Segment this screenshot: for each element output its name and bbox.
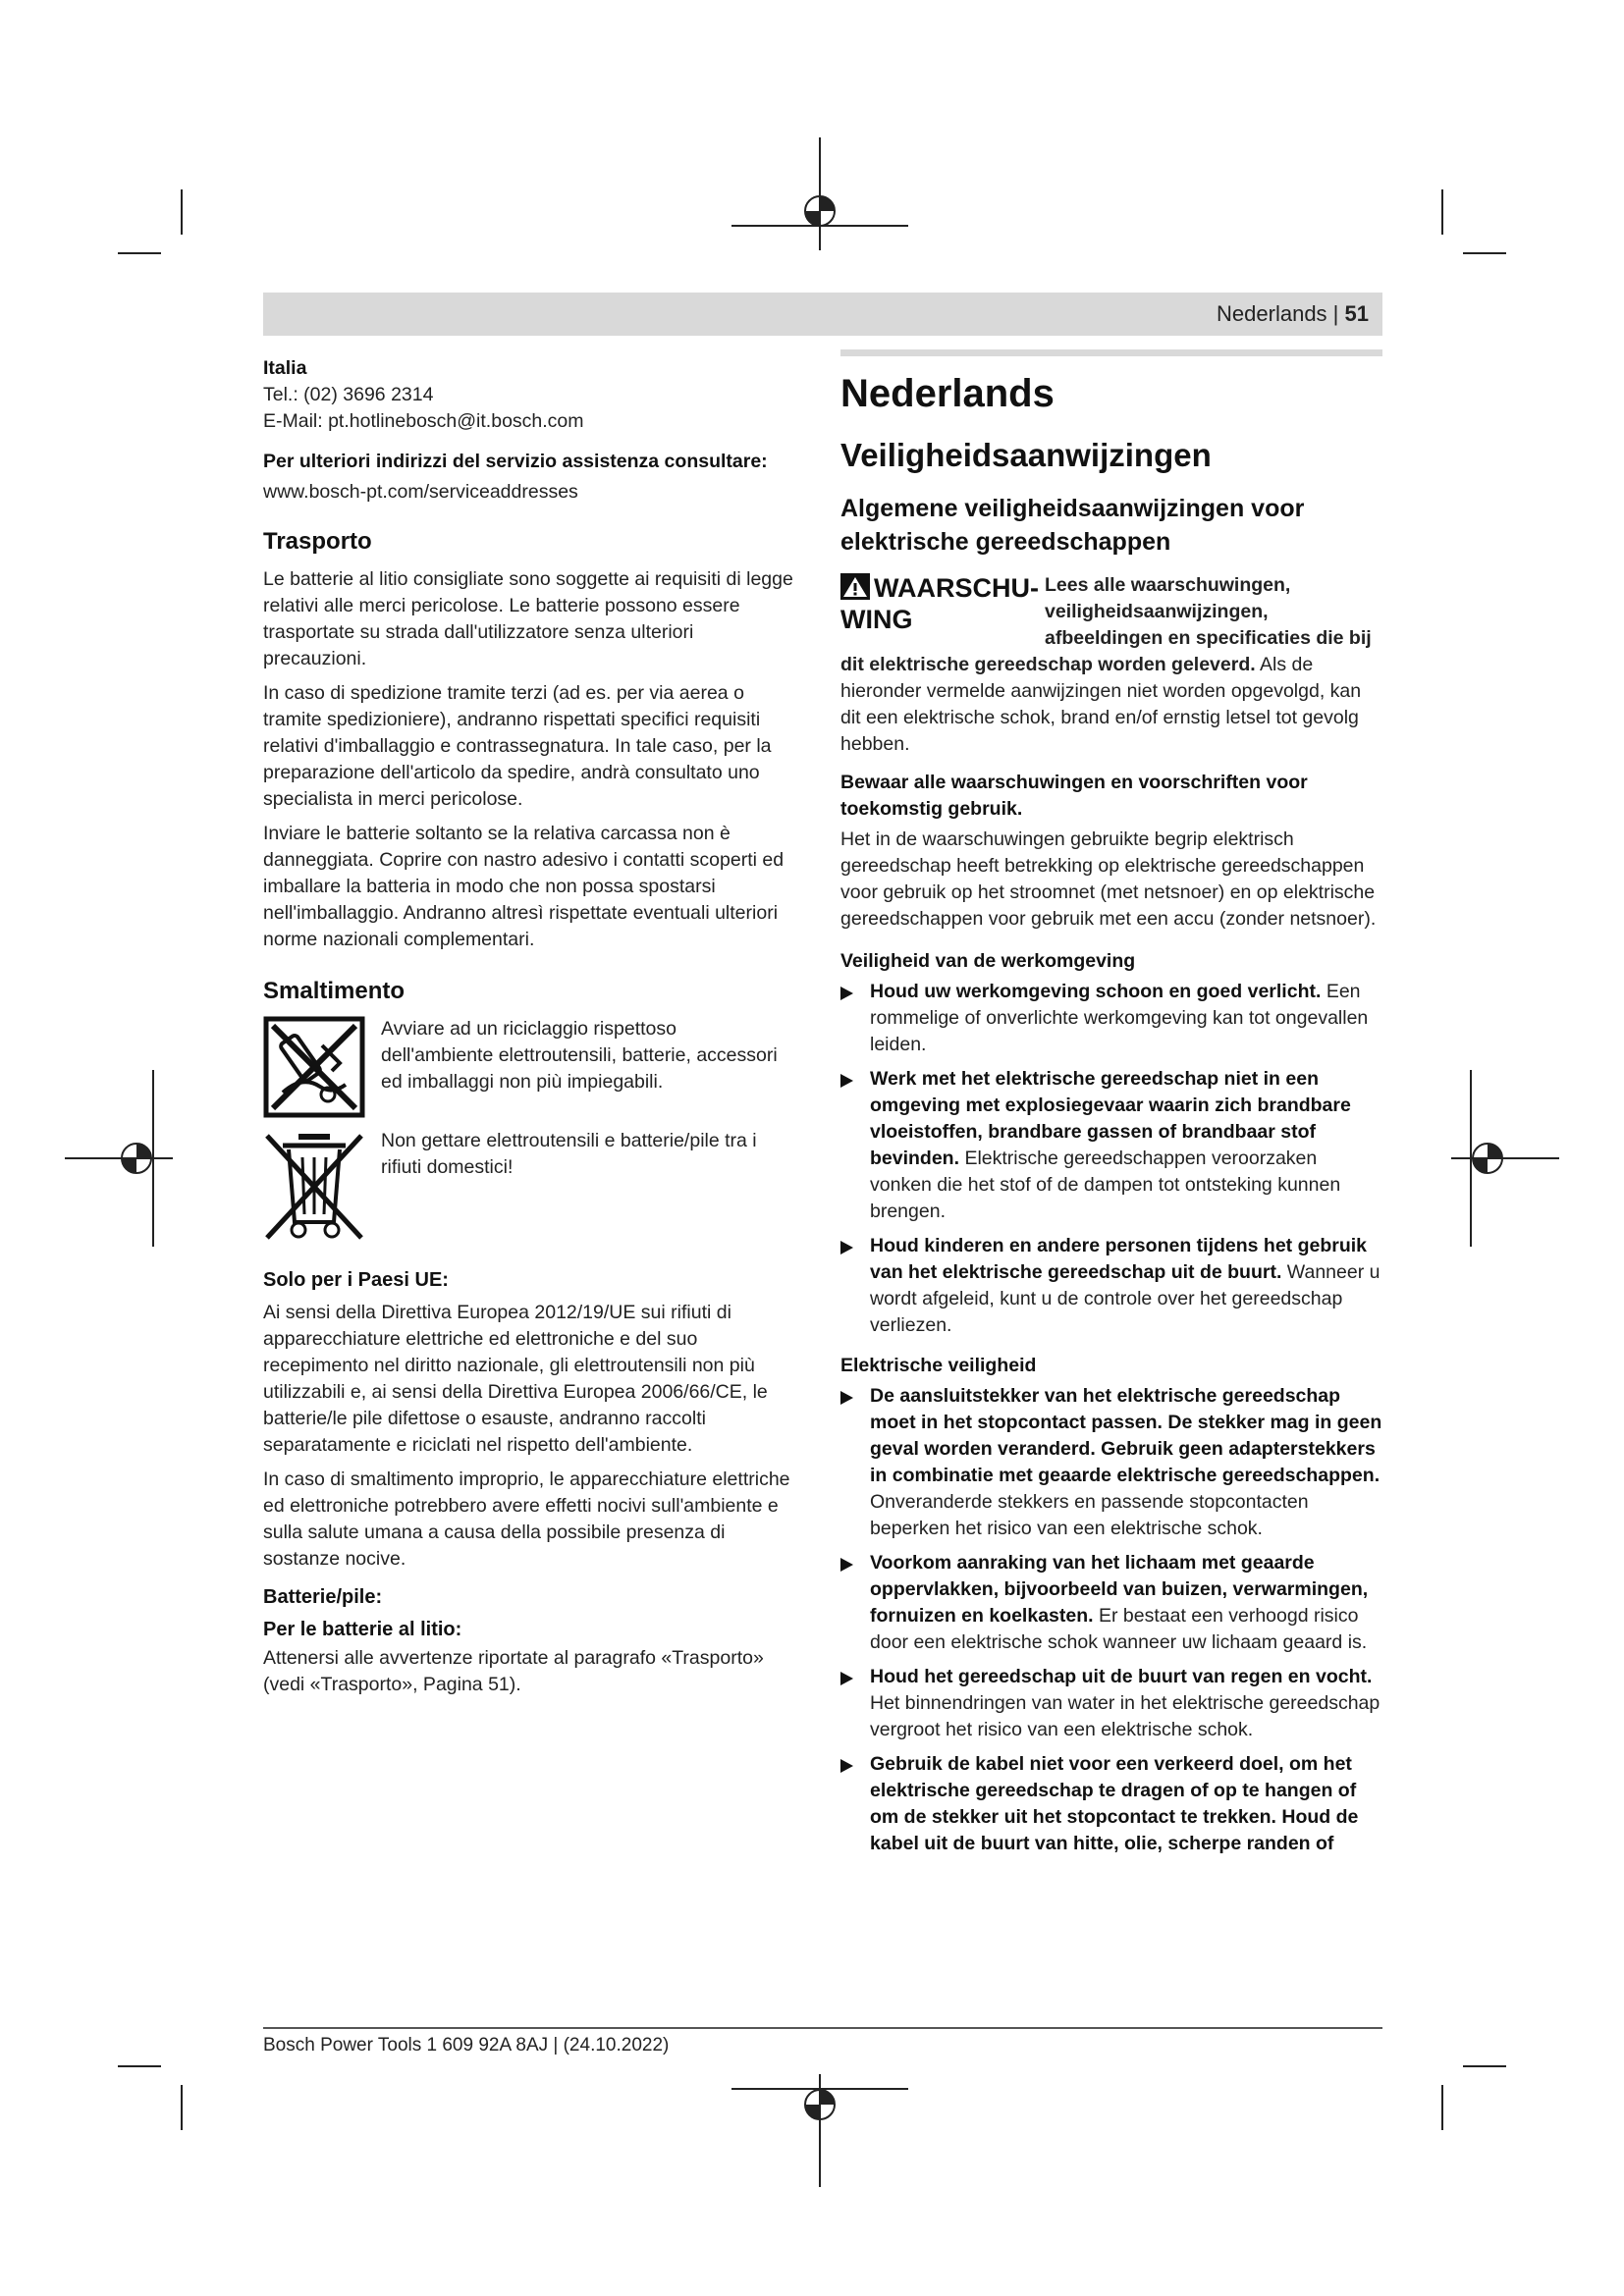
electrical-safety-item	[840, 1664, 1382, 1743]
lithium-text: Attenersi alle avvertenze riportate al paragrafo «Trasporto» (vedi «Trasporto», Pagina 51).	[263, 1647, 764, 1695]
work-area-heading: Veiligheid van de werkomgeving	[840, 950, 1136, 972]
recycle-tools-icon	[263, 1016, 365, 1118]
crop-mark-bl-vertical	[181, 2085, 183, 2130]
crop-mark-tr-horizontal	[1463, 252, 1506, 254]
item-bold: Houd uw werkomgeving schoon en goed verlicht.	[870, 981, 1322, 1002]
item-text: Onveranderde stekkers en passende stopcontacten beperken het risico van een elektrische schok.	[870, 1491, 1309, 1539]
batteries-heading: Batterie/pile:	[263, 1586, 383, 1608]
transport-paragraph-3: Inviare le batterie soltanto se la relativa carcassa non è danneggiata. Coprire con nastro adesivo i contatti scoperti ed imballare la batteria in modo che non possa spostarsi nell'imballaggio. Andranno altresì rispettate eventuali ulteriori norme nazionali complementari.	[263, 823, 785, 950]
item-bold: Voorkom aanraking van het lichaam met geaarde oppervlakken, bijvoorbeeld van buizen, verwarmingen, fornuizen en koelkasten.	[870, 1552, 1369, 1627]
crop-mark-br-horizontal	[1463, 2065, 1506, 2067]
left-column	[263, 355, 793, 1706]
warning-label	[840, 572, 1045, 635]
item-bold: De aansluitstekker van het elektrische gereedschap moet in het stopcontact passen. De stekker mag in geen geval worden veranderd. Gebruik geen adapterstekkers in combinatie met geaarde elektrische gereedschappen.	[870, 1385, 1382, 1486]
safety-title: Veiligheidsaanwijzingen	[840, 437, 1212, 473]
page-header	[263, 293, 1382, 336]
warning-triangle-icon	[840, 573, 870, 600]
crop-mark-bl-horizontal	[118, 2065, 161, 2067]
electrical-safety-item	[840, 1550, 1382, 1656]
item-bold: Werk met het elektrische gereedschap niet in een omgeving met explosiegevaar waarin zich brandbare vloeistoffen, brandbare gassen of brandbaar stof bevinden.	[870, 1068, 1351, 1169]
crop-mark-tr-vertical	[1441, 189, 1443, 235]
warning-label-text: WAARSCHU-WING	[840, 573, 1039, 634]
work-area-item	[840, 1233, 1382, 1339]
contact-country: Italia	[263, 357, 307, 379]
disposal-recycle-text: Avviare ad un riciclaggio rispettoso dell'ambiente elettroutensili, batterie, accessori ed imballaggi non più impiegabili.	[381, 1018, 778, 1093]
crop-mark-br-vertical	[1441, 2085, 1443, 2130]
header-text	[1217, 301, 1369, 327]
registration-mark-right	[1451, 1070, 1559, 1247]
work-area-item	[840, 1066, 1382, 1225]
page-number: 51	[1344, 301, 1369, 326]
item-text: Wanneer u wordt afgeleid, kunt u de controle over het gereedschap verliezen.	[870, 1261, 1380, 1336]
crop-mark-tl-horizontal	[118, 252, 161, 254]
footer-text: Bosch Power Tools 1 609 92A 8AJ | (24.10.2022)	[263, 2035, 670, 2056]
bullet-arrow-icon	[840, 1391, 853, 1405]
registration-mark-bottom	[731, 2069, 908, 2187]
header-language: Nederlands	[1217, 301, 1327, 326]
electrical-safety-item	[840, 1383, 1382, 1542]
language-title: Nederlands	[840, 372, 1055, 415]
crossed-bin-icon	[263, 1128, 365, 1244]
general-safety-heading: Algemene veiligheidsaanwijzingen voor elektrische gereedschappen	[840, 495, 1305, 556]
bullet-arrow-icon	[840, 1672, 853, 1685]
work-area-list	[840, 979, 1382, 1339]
transport-heading: Trasporto	[263, 528, 372, 555]
item-text: Elektrische gereedschappen veroorzaken vonken die het stof of de dampen tot ontsteking kunnen brengen.	[870, 1148, 1341, 1222]
keep-instructions-heading: Bewaar alle waarschuwingen en voorschriften voor toekomstig gebruik.	[840, 772, 1308, 820]
section-top-rule	[840, 349, 1382, 356]
more-addresses-url: www.bosch-pt.com/serviceaddresses	[263, 481, 578, 503]
disposal-recycle-row	[263, 1016, 793, 1118]
warning-block	[840, 572, 1382, 758]
registration-mark-left	[65, 1070, 173, 1247]
bullet-arrow-icon	[840, 1241, 853, 1255]
crop-mark-tl-vertical	[181, 189, 183, 235]
item-text: Het binnendringen van water in het elektrische gereedschap vergroot het risico van een elektrische schok.	[870, 1692, 1380, 1740]
item-bold: Houd het gereedschap uit de buurt van regen en vocht.	[870, 1666, 1373, 1687]
electrical-safety-item	[840, 1751, 1382, 1857]
bullet-arrow-icon	[840, 1558, 853, 1572]
eu-paragraph-1: Ai sensi della Direttiva Europea 2012/19/UE sui rifiuti di apparecchiature elettriche ed elettroniche e del suo recepimento nel diritto nazionale, gli elettroutensili non più utilizzabili e, ai sensi della Direttiva Europea 2006/66/CE, le batterie/le pile difettose o esauste, andranno raccolti separatamente e riciclati nel rispetto dell'ambiente.	[263, 1302, 768, 1456]
work-area-item	[840, 979, 1382, 1058]
right-column	[840, 349, 1382, 1865]
registration-mark-top	[731, 137, 908, 255]
eu-paragraph-2: In caso di smaltimento improprio, le apparecchiature elettriche ed elettroniche potrebbero avere effetti nocivi sull'ambiente e sulla salute umana a causa della possibile presenza di sostanze nocive.	[263, 1468, 790, 1570]
item-text: Een rommelige of onverlichte werkomgeving kan tot ongevallen leiden.	[870, 981, 1369, 1055]
more-addresses-heading: Per ulteriori indirizzi del servizio assistenza consultare:	[263, 451, 768, 472]
disposal-bin-text: Non gettare elettroutensili e batterie/pile tra i rifiuti domestici!	[381, 1130, 757, 1178]
electrical-safety-list	[840, 1383, 1382, 1857]
transport-paragraph-2: In caso di spedizione tramite terzi (ad es. per via aerea o tramite spedizioniere), andranno rispettati specifici requisiti relativi d'imballaggio e contrassegnatura. In tale caso, per la preparazione dell'articolo da spedire, andrà consultato uno specialista in merci pericolose.	[263, 682, 772, 810]
footer-rule	[263, 2027, 1382, 2029]
bullet-arrow-icon	[840, 1759, 853, 1773]
item-text: Er bestaat een verhoogd risico door een elektrische schok wanneer uw lichaam geaard is.	[870, 1605, 1368, 1653]
lithium-heading: Per le batterie al litio:	[263, 1619, 462, 1640]
item-bold: Houd kinderen en andere personen tijdens het gebruik van het elektrische gereedschap uit de buurt.	[870, 1235, 1368, 1283]
contact-block	[263, 355, 793, 435]
electrical-safety-heading: Elektrische veiligheid	[840, 1355, 1037, 1376]
contact-email: E-Mail: pt.hotlinebosch@it.bosch.com	[263, 410, 584, 432]
transport-paragraph-1: Le batterie al litio consigliate sono soggette ai requisiti di legge relativi alle merci pericolose. Le batterie possono essere trasportate su strada dall'utilizzatore senza ulteriori precauzioni.	[263, 568, 793, 669]
disposal-bin-row	[263, 1128, 793, 1246]
warning-regular-text: Als de hieronder vermelde aanwijzingen niet worden opgevolgd, kan dit een elektrische schok, brand en/of ernstig letsel tot gevolg hebben.	[840, 654, 1362, 755]
disposal-heading: Smaltimento	[263, 978, 406, 1004]
eu-heading: Solo per i Paesi UE:	[263, 1269, 449, 1291]
header-separator: |	[1326, 301, 1345, 326]
definition-paragraph: Het in de waarschuwingen gebruikte begrip elektrisch gereedschap heeft betrekking op elektrische gereedschappen voor gebruik op het stroomnet (met netsnoer) en op elektrische gereedschappen voor gebruik met een accu (zonder netsnoer).	[840, 828, 1377, 930]
item-bold: Gebruik de kabel niet voor een verkeerd doel, om het elektrische gereedschap te dragen of op te hangen of om de stekker uit het stopcontact te trekken. Houd de kabel uit de buurt van hitte, olie, scherpe randen of	[870, 1753, 1359, 1854]
contact-tel: Tel.: (02) 3696 2314	[263, 384, 434, 405]
bullet-arrow-icon	[840, 987, 853, 1000]
warning-bold-text: Lees alle waarschuwingen, veiligheidsaanwijzingen, afbeeldingen en specificaties die bij dit elektrische gereedschap worden geleverd.	[840, 574, 1372, 675]
bullet-arrow-icon	[840, 1074, 853, 1088]
